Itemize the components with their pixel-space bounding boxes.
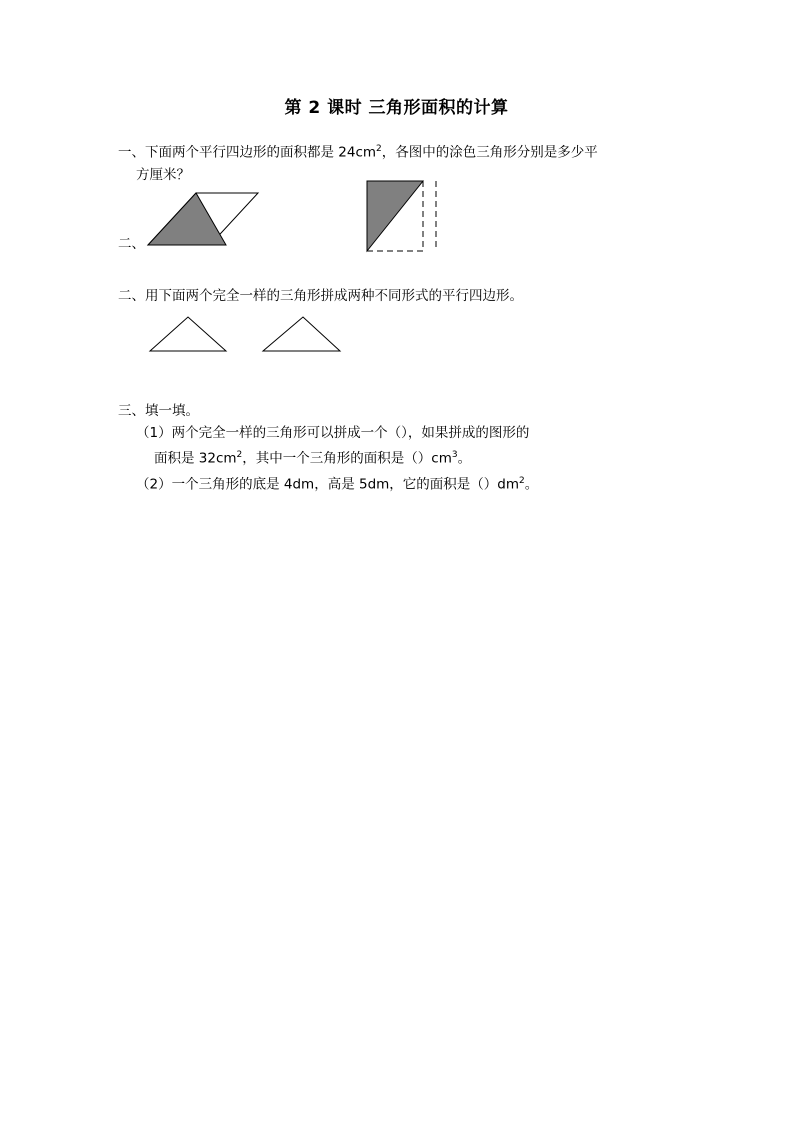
q3-i2-part-b-superscript: 2 bbox=[519, 475, 525, 486]
question-3-text bbox=[118, 400, 698, 495]
figure-row-2 bbox=[118, 310, 686, 370]
q3-i1-part-f: 。 bbox=[457, 450, 472, 467]
q3-i1-part-a: （1）两个完全一样的三角形可以拼成一个（ bbox=[136, 425, 402, 441]
q3-i1-part-c: 面积是 32cm bbox=[154, 450, 237, 467]
q3-i2-part-b: ）dm bbox=[483, 476, 520, 492]
outline-triangle-right-figure bbox=[263, 317, 340, 351]
q3-i2-part-a: （2）一个三角形的底是 4dm，高是 5dm，它的面积是（ bbox=[136, 476, 484, 492]
question-1-line1-continued: ，各图中的涂色三角形分别是多少平 bbox=[381, 144, 598, 161]
question-2-text bbox=[118, 285, 686, 307]
q3-i1-part-e-superscript: 3 bbox=[451, 450, 458, 460]
question-3-item-1-line-1 bbox=[118, 422, 698, 444]
figure-row-1 bbox=[118, 175, 686, 260]
page-title: 第 2 课时 三角形面积的计算 bbox=[284, 98, 509, 118]
question-1-line1: 一、下面两个平行四边形的面积都是 24cm bbox=[118, 144, 377, 161]
q3-i1-part-e: ）cm bbox=[417, 450, 452, 467]
question-3-item-2 bbox=[118, 470, 698, 496]
q3-i1-part-d: ，其中一个三角形的面积是（ bbox=[242, 450, 418, 467]
q3-i1-part-c-superscript: 2 bbox=[236, 450, 243, 460]
q3-i1-part-b: ），如果拼成的图形的 bbox=[401, 425, 530, 441]
question-1-line2: 方厘米？ bbox=[136, 166, 190, 183]
question-3-heading: 三、填一填。 bbox=[118, 403, 199, 419]
section-marker-two: 二、 bbox=[118, 236, 145, 252]
q3-i2-part-c: 。 bbox=[524, 476, 539, 492]
question-2-line1: 二、用下面两个完全一样的三角形拼成两种不同形式的平行四边形。 bbox=[118, 288, 523, 304]
question-1-line1-superscript: 2 bbox=[376, 144, 382, 154]
figure-group-1 bbox=[118, 175, 686, 260]
shaded-triangle-in-square-figure bbox=[367, 181, 436, 251]
shaded-triangle-in-parallelogram-figure bbox=[148, 193, 258, 245]
outline-triangle-left-figure bbox=[150, 317, 226, 351]
figure-group-2 bbox=[118, 310, 686, 370]
question-3-item-1-line-2 bbox=[118, 444, 698, 470]
